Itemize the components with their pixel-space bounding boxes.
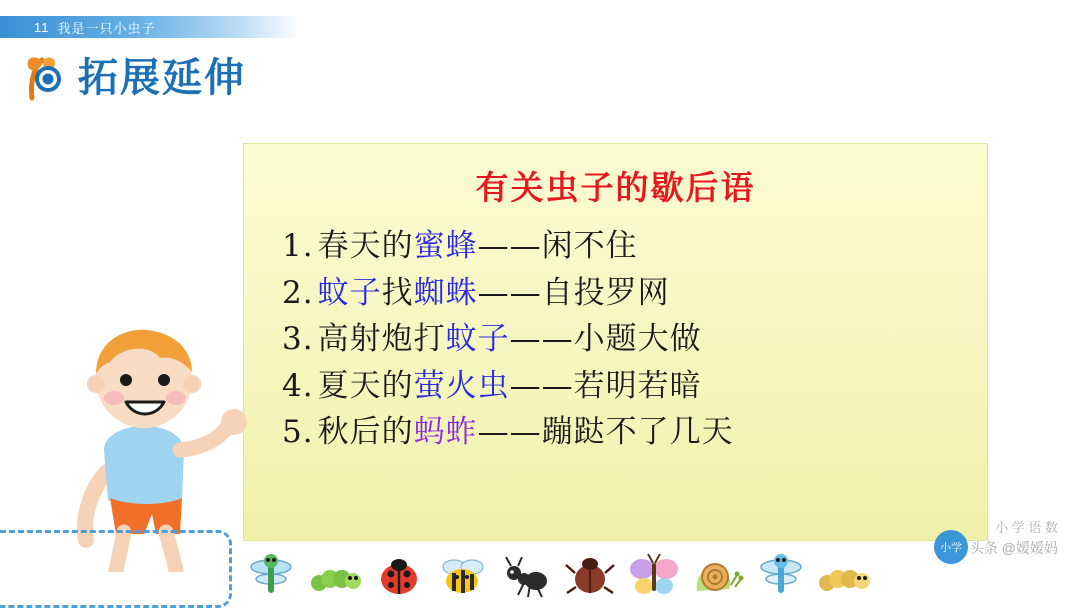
list-item-text: ——蹦跶不了几天 — [477, 414, 734, 450]
list-item-text: 夏天的 — [317, 367, 414, 404]
snail-icon — [689, 549, 745, 601]
list-item-text: 蚂蚱 — [413, 414, 478, 450]
section-heading — [22, 50, 246, 106]
list-item-text: ——自投罗网 — [477, 274, 670, 311]
beetle-icon — [562, 549, 618, 601]
list-item-text: 春天的 — [317, 228, 414, 264]
ladybug-icon — [371, 549, 427, 601]
watermark-logo: 小学 — [934, 530, 968, 564]
dashed-board — [0, 530, 232, 608]
list-item-index: 3. — [282, 321, 314, 357]
riddle-list — [270, 223, 961, 456]
list-item-text: 找 — [381, 274, 414, 311]
list-item-index: 5. — [282, 414, 314, 450]
breadcrumb — [0, 16, 300, 38]
dragonfly-icon — [243, 549, 299, 601]
list-item-text: ——小题大做 — [509, 321, 702, 357]
list-item-index: 4. — [282, 367, 314, 404]
butterfly-icon — [626, 549, 682, 601]
flower-bud-icon — [22, 52, 70, 104]
caterpillar-icon — [307, 549, 363, 601]
list-item-text: 高射炮打 — [317, 321, 446, 357]
bee-icon — [434, 549, 490, 601]
list-item-index: 1. — [282, 228, 314, 264]
list-item — [282, 270, 961, 317]
list-item-text: ——若明若暗 — [509, 367, 702, 404]
list-item-text: 萤火虫 — [413, 367, 510, 404]
watermark-sub: 小 学 语 数 — [995, 520, 1058, 535]
breadcrumb-title: 我是一只小虫子 — [57, 20, 156, 36]
list-item-text: ——闲不住 — [477, 228, 638, 264]
breadcrumb-number: 11 — [34, 19, 50, 35]
list-item-text: 蜘蛛 — [413, 274, 478, 311]
list-item — [282, 223, 961, 270]
content-card — [243, 143, 988, 541]
dragonfly-icon — [753, 549, 809, 601]
caterpillar-icon — [817, 549, 873, 601]
ant-icon — [498, 549, 554, 601]
bug-strip — [243, 545, 873, 605]
list-item-text: 蜜蜂 — [413, 228, 478, 264]
list-item-text: 秋后的 — [317, 414, 414, 450]
list-item — [282, 363, 961, 410]
list-item-text: 蚊子 — [445, 321, 510, 357]
list-item-index: 2. — [282, 274, 314, 311]
section-title: 拓展延伸 — [78, 55, 246, 101]
list-item-text: 蚊子 — [317, 274, 382, 311]
watermark-account: 头条 @嫒嫒妈 — [969, 540, 1058, 556]
card-title: 有关虫子的歇后语 — [475, 168, 756, 207]
list-item — [282, 316, 961, 363]
list-item — [282, 409, 961, 456]
